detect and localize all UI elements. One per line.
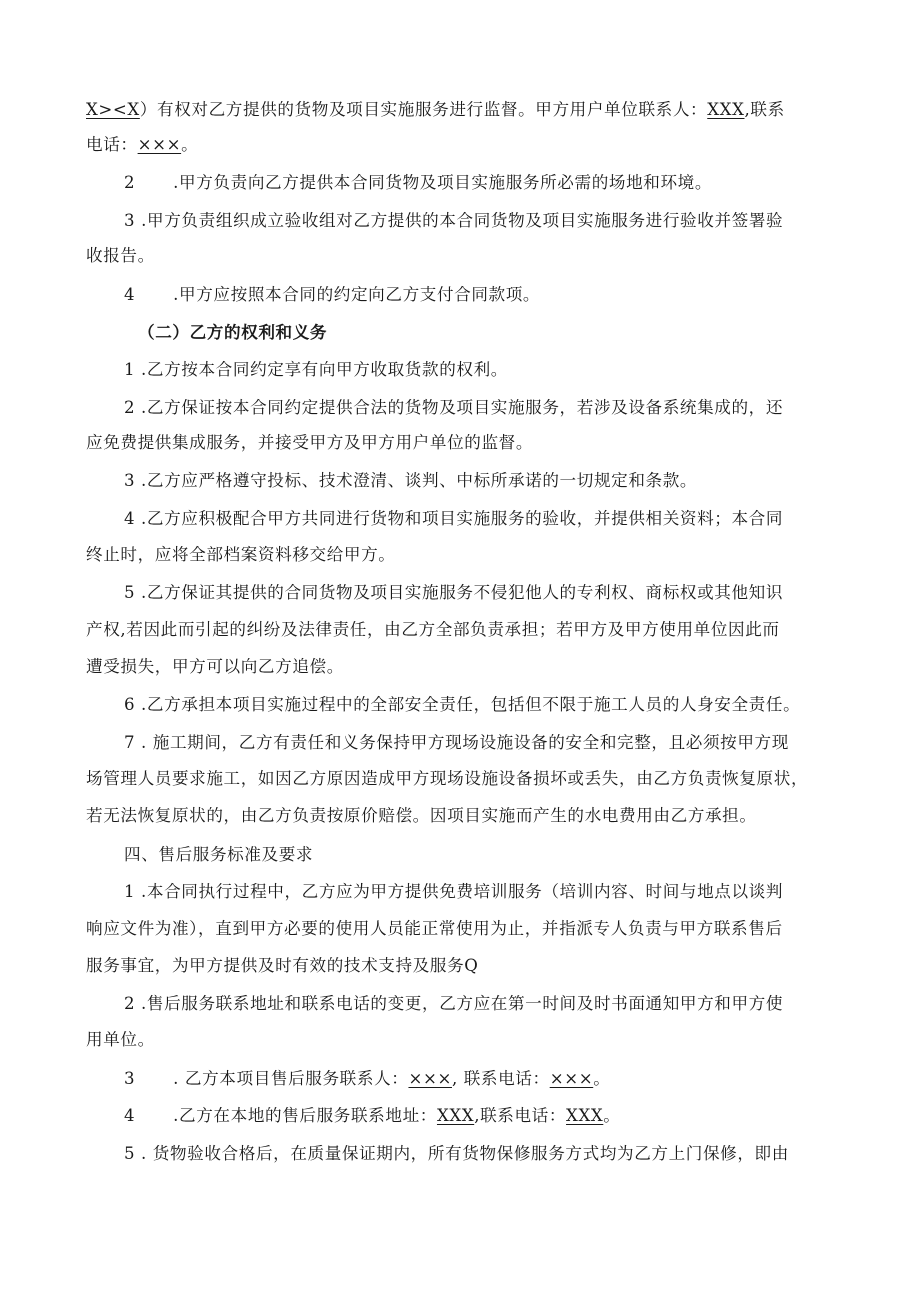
text-run: ）有权对乙方提供的货物及项目实施服务进行监督。甲方用户单位联系人：: [139, 100, 708, 119]
clause-text: .甲方负责向乙方提供本合同货物及项目实施服务所必需的场地和环境。: [173, 173, 713, 192]
text-run: 电话：: [86, 135, 138, 154]
underlined-placeholder: ×××: [408, 1069, 452, 1088]
clause-line: [124, 171, 846, 195]
clause-number: 4: [124, 285, 136, 304]
clause-number: 3: [124, 211, 136, 230]
clause-number: 3: [124, 1069, 136, 1088]
text-run: .乙方在本地的售后服务联系地址：: [173, 1106, 437, 1125]
underlined-placeholder: XXX: [707, 100, 745, 119]
text-line: 用单位。: [86, 1030, 155, 1049]
text-line: 收报告。: [86, 246, 155, 265]
clause-line: 5 .乙方保证其提供的合同货物及项目实施服务不侵犯他人的专利权、商标权或其他知识: [124, 583, 784, 602]
clause-line: 7 . 施工期间，乙方有责任和义务保持甲方现场设施设备的安全和完整，且必须按甲方现: [124, 733, 789, 752]
underlined-placeholder: X><X: [86, 100, 140, 119]
text-line: 若无法恢复原状的，由乙方负责按原价赔偿。因项目实施而产生的水电费用由乙方承担。: [86, 806, 757, 825]
clause-line: 2 .乙方保证按本合同约定提供合法的货物及项目实施服务，若涉及设备系统集成的，还: [124, 398, 784, 417]
underlined-placeholder: ×××: [549, 1069, 594, 1088]
text-line: 场管理人员要求施工，如因乙方原因造成甲方现场设施设备损坏或丢失，由乙方负责恢复原状，: [86, 769, 809, 788]
text-line: 产权,若因此而引起的纠纷及法律责任，由乙方全部负责承担；若甲方及甲方使用单位因此而: [86, 620, 780, 639]
text-line: [86, 98, 846, 122]
clause-line: 1 .乙方按本合同约定享有向甲方收取货款的权利。: [124, 360, 508, 379]
text-run: ,联系电话：: [474, 1106, 567, 1125]
clause-line: 3 .乙方应严格遵守投标、技术澄清、谈判、中标所承诺的一切规定和条款。: [124, 471, 698, 490]
clause-number: 4: [124, 1106, 136, 1125]
text-line: 服务事宜，为甲方提供及时有效的技术支持及服务Q: [86, 956, 479, 975]
text-line: 应免费提供集成服务，并接受甲方及甲方用户单位的监督。: [86, 433, 534, 452]
text-line: 遭受损失，甲方可以向乙方追偿。: [86, 657, 344, 676]
text-run: 。: [593, 1069, 611, 1088]
underlined-placeholder: ×××: [137, 135, 182, 154]
underlined-placeholder: XXX: [436, 1106, 475, 1125]
clause-line: [124, 1067, 846, 1091]
clause-line: [124, 209, 846, 233]
text-run: 。: [603, 1106, 621, 1125]
text-line: 响应文件为准），直到甲方必要的使用人员能正常使用为止，并指派专人负责与甲方联系售后: [86, 919, 783, 938]
clause-line: 2 .售后服务联系地址和联系电话的变更，乙方应在第一时间及时书面通知甲方和甲方使: [124, 994, 784, 1013]
clause-text: .甲方负责组织成立验收组对乙方提供的本合同货物及项目实施服务进行验收并签署验: [141, 211, 784, 230]
clause-line: [124, 283, 846, 307]
text-run: ,联系: [744, 100, 785, 119]
text-run: 。: [181, 135, 199, 154]
text-run: , 联系电话：: [451, 1069, 550, 1088]
clause-line: 6 .乙方承担本项目实施过程中的全部安全责任，包括但不限于施工人员的人身安全责任。: [124, 695, 801, 714]
text-line: 终止时，应将全部档案资料移交给甲方。: [86, 545, 396, 564]
clause-line: 4 .乙方应积极配合甲方共同进行货物和项目实施服务的验收，并提供相关资料；本合同: [124, 509, 784, 528]
clause-line: 1 .本合同执行过程中，乙方应为甲方提供免费培训服务（培训内容、时间与地点以谈判: [124, 882, 784, 901]
clause-line: [124, 1104, 846, 1128]
section-heading: （二）乙方的权利和义务: [138, 322, 328, 342]
clause-line: 5 . 货物验收合格后，在质量保证期内，所有货物保修服务方式均为乙方上门保修，即由: [124, 1144, 789, 1163]
text-line: [86, 133, 846, 157]
text-run: . 乙方本项目售后服务联系人：: [173, 1069, 409, 1088]
clause-number: 2: [124, 173, 136, 192]
section-heading: 四、售后服务标准及要求: [124, 845, 314, 864]
underlined-placeholder: XXX: [566, 1106, 604, 1125]
clause-text: .甲方应按照本合同的约定向乙方支付合同款项。: [173, 285, 541, 304]
